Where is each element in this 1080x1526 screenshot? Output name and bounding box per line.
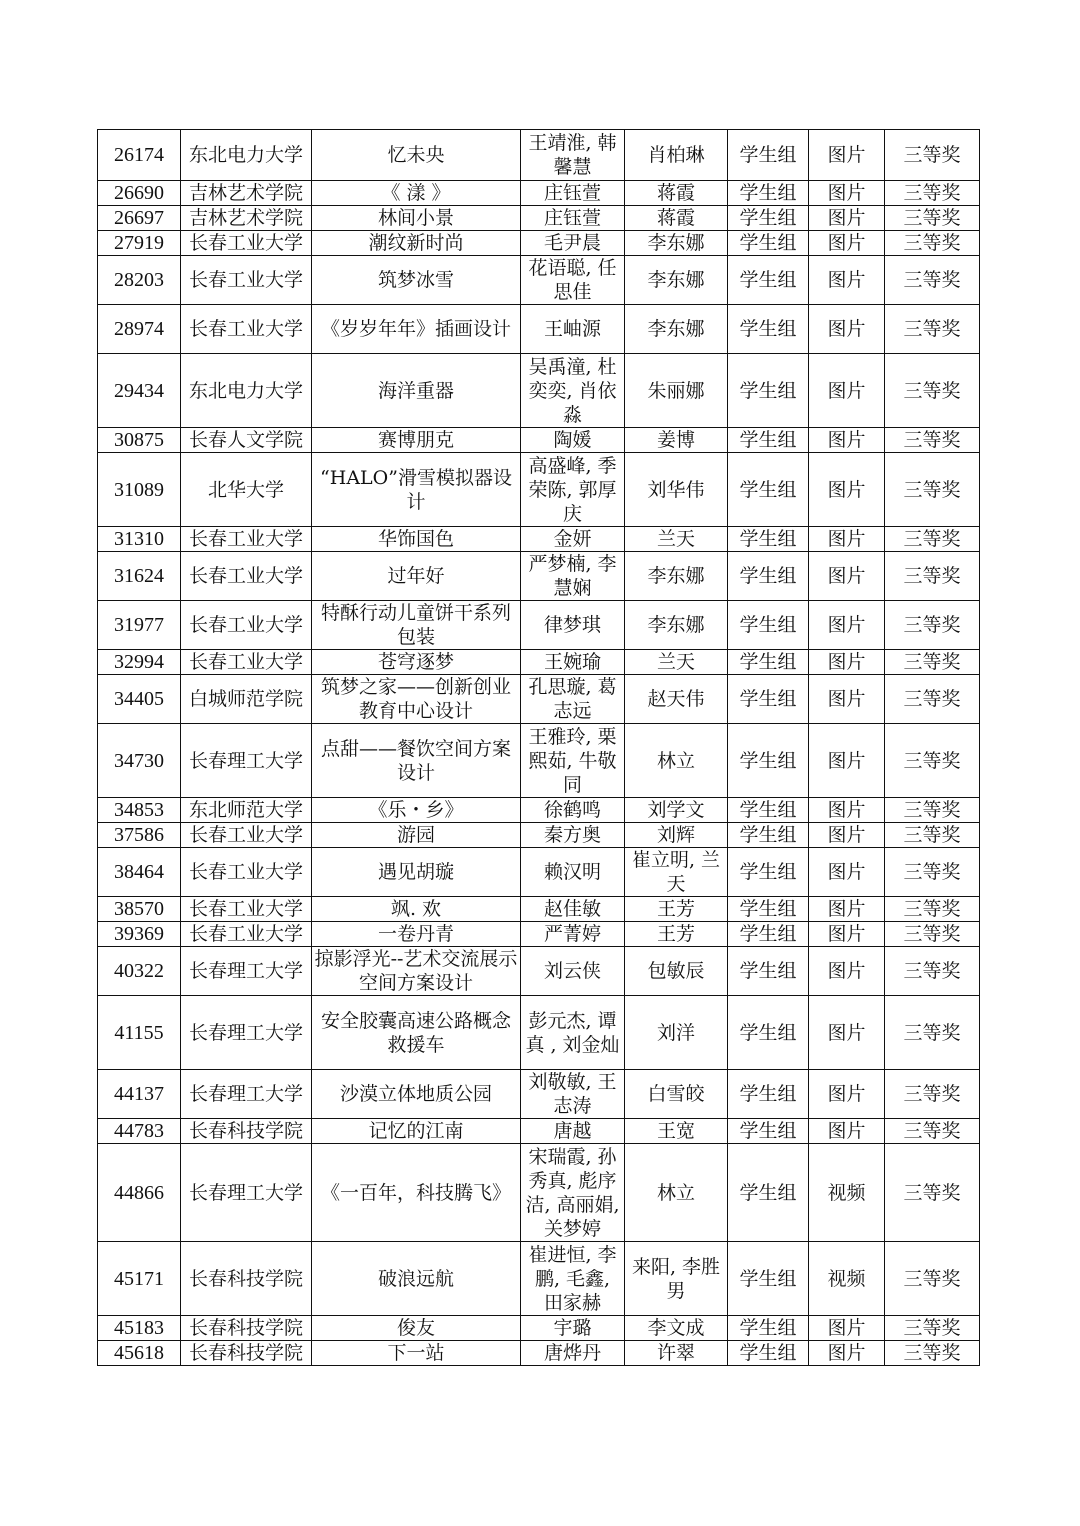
table-row <box>98 305 980 354</box>
table-row <box>98 601 980 650</box>
cell-award: 三等奖 <box>885 181 980 206</box>
cell-type: 图片 <box>809 1119 885 1144</box>
cell-authors: 刘云侠 <box>521 947 625 996</box>
cell-group: 学生组 <box>728 453 809 527</box>
cell-type: 图片 <box>809 724 885 798</box>
cell-school: 长春工业大学 <box>181 823 312 848</box>
cell-school: 长春工业大学 <box>181 650 312 675</box>
table-row <box>98 1144 980 1242</box>
cell-award: 三等奖 <box>885 601 980 650</box>
cell-id: 44783 <box>98 1119 181 1144</box>
cell-school: 长春科技学院 <box>181 1316 312 1341</box>
cell-group: 学生组 <box>728 1242 809 1316</box>
cell-authors: 严菁婷 <box>521 922 625 947</box>
cell-advisor: 兰天 <box>625 527 728 552</box>
cell-group: 学生组 <box>728 1070 809 1119</box>
cell-advisor: 王芳 <box>625 922 728 947</box>
cell-school: 长春工业大学 <box>181 231 312 256</box>
cell-group: 学生组 <box>728 1316 809 1341</box>
cell-work: 《乐・乡》 <box>312 798 521 823</box>
cell-work: 游园 <box>312 823 521 848</box>
cell-group: 学生组 <box>728 897 809 922</box>
cell-type: 图片 <box>809 130 885 181</box>
cell-work: 海洋重器 <box>312 354 521 428</box>
cell-advisor: 刘洋 <box>625 996 728 1070</box>
cell-authors: 刘敬敏, 王志涛 <box>521 1070 625 1119</box>
cell-type: 图片 <box>809 798 885 823</box>
cell-group: 学生组 <box>728 996 809 1070</box>
cell-work: 下一站 <box>312 1341 521 1366</box>
cell-work: 过年好 <box>312 552 521 601</box>
cell-authors: 王岫源 <box>521 305 625 354</box>
cell-type: 图片 <box>809 650 885 675</box>
cell-advisor: 王宽 <box>625 1119 728 1144</box>
cell-authors: 赵佳敏 <box>521 897 625 922</box>
cell-work: “HALO”滑雪模拟器设计 <box>312 453 521 527</box>
cell-advisor: 李文成 <box>625 1316 728 1341</box>
cell-id: 37586 <box>98 823 181 848</box>
cell-award: 三等奖 <box>885 1070 980 1119</box>
cell-group: 学生组 <box>728 601 809 650</box>
cell-id: 44866 <box>98 1144 181 1242</box>
cell-advisor: 白雪皎 <box>625 1070 728 1119</box>
cell-advisor: 李东娜 <box>625 256 728 305</box>
table-row <box>98 724 980 798</box>
table-row <box>98 675 980 724</box>
cell-award: 三等奖 <box>885 354 980 428</box>
cell-school: 长春理工大学 <box>181 1144 312 1242</box>
cell-work: 飒. 欢 <box>312 897 521 922</box>
cell-school: 吉林艺术学院 <box>181 206 312 231</box>
table-row <box>98 181 980 206</box>
cell-work: 俊友 <box>312 1316 521 1341</box>
cell-type: 图片 <box>809 1316 885 1341</box>
cell-school: 东北电力大学 <box>181 130 312 181</box>
cell-authors: 唐烨丹 <box>521 1341 625 1366</box>
cell-work: 遇见胡璇 <box>312 848 521 897</box>
cell-authors: 毛尹晨 <box>521 231 625 256</box>
cell-award: 三等奖 <box>885 1119 980 1144</box>
cell-work: 《一百年，科技腾飞》 <box>312 1144 521 1242</box>
cell-group: 学生组 <box>728 256 809 305</box>
cell-group: 学生组 <box>728 231 809 256</box>
cell-authors: 宇璐 <box>521 1316 625 1341</box>
cell-award: 三等奖 <box>885 453 980 527</box>
table-row <box>98 354 980 428</box>
cell-group: 学生组 <box>728 724 809 798</box>
cell-school: 东北师范大学 <box>181 798 312 823</box>
cell-type: 视频 <box>809 1242 885 1316</box>
table-row <box>98 947 980 996</box>
cell-type: 图片 <box>809 823 885 848</box>
cell-work: 记忆的江南 <box>312 1119 521 1144</box>
cell-advisor: 朱丽娜 <box>625 354 728 428</box>
cell-advisor: 崔立明, 兰天 <box>625 848 728 897</box>
table-row <box>98 1119 980 1144</box>
cell-authors: 孔思璇, 葛志远 <box>521 675 625 724</box>
cell-award: 三等奖 <box>885 848 980 897</box>
cell-school: 长春工业大学 <box>181 527 312 552</box>
cell-id: 26697 <box>98 206 181 231</box>
cell-award: 三等奖 <box>885 256 980 305</box>
cell-type: 图片 <box>809 453 885 527</box>
cell-type: 图片 <box>809 1341 885 1366</box>
cell-authors: 崔进恒, 李鹏, 毛鑫, 田家赫 <box>521 1242 625 1316</box>
cell-work: 华饰国色 <box>312 527 521 552</box>
cell-type: 图片 <box>809 601 885 650</box>
cell-id: 41155 <box>98 996 181 1070</box>
cell-work: 赛博朋克 <box>312 428 521 453</box>
cell-type: 图片 <box>809 1070 885 1119</box>
cell-award: 三等奖 <box>885 527 980 552</box>
cell-group: 学生组 <box>728 848 809 897</box>
cell-advisor: 刘华伟 <box>625 453 728 527</box>
table-row <box>98 650 980 675</box>
cell-award: 三等奖 <box>885 1316 980 1341</box>
cell-work: 筑梦冰雪 <box>312 256 521 305</box>
cell-work: 一卷丹青 <box>312 922 521 947</box>
cell-work: 《岁岁年年》插画设计 <box>312 305 521 354</box>
cell-type: 图片 <box>809 996 885 1070</box>
cell-award: 三等奖 <box>885 947 980 996</box>
cell-id: 39369 <box>98 922 181 947</box>
cell-id: 34853 <box>98 798 181 823</box>
cell-award: 三等奖 <box>885 305 980 354</box>
cell-id: 29434 <box>98 354 181 428</box>
cell-work: 破浪远航 <box>312 1242 521 1316</box>
cell-award: 三等奖 <box>885 1341 980 1366</box>
cell-school: 长春工业大学 <box>181 601 312 650</box>
cell-id: 34405 <box>98 675 181 724</box>
cell-type: 图片 <box>809 675 885 724</box>
cell-award: 三等奖 <box>885 798 980 823</box>
cell-work: 筑梦之家——创新创业教育中心设计 <box>312 675 521 724</box>
cell-advisor: 林立 <box>625 724 728 798</box>
cell-school: 长春理工大学 <box>181 996 312 1070</box>
cell-group: 学生组 <box>728 130 809 181</box>
cell-type: 图片 <box>809 354 885 428</box>
table-row <box>98 1070 980 1119</box>
awards-table <box>97 129 980 1366</box>
cell-id: 31089 <box>98 453 181 527</box>
cell-advisor: 刘学文 <box>625 798 728 823</box>
table-row <box>98 1316 980 1341</box>
cell-award: 三等奖 <box>885 428 980 453</box>
cell-advisor: 李东娜 <box>625 552 728 601</box>
cell-authors: 陶媛 <box>521 428 625 453</box>
cell-award: 三等奖 <box>885 231 980 256</box>
cell-advisor: 林立 <box>625 1144 728 1242</box>
cell-work: 林间小景 <box>312 206 521 231</box>
cell-type: 图片 <box>809 231 885 256</box>
cell-group: 学生组 <box>728 823 809 848</box>
cell-school: 北华大学 <box>181 453 312 527</box>
cell-type: 图片 <box>809 256 885 305</box>
cell-authors: 唐越 <box>521 1119 625 1144</box>
cell-award: 三等奖 <box>885 922 980 947</box>
cell-group: 学生组 <box>728 354 809 428</box>
cell-award: 三等奖 <box>885 1144 980 1242</box>
cell-id: 38570 <box>98 897 181 922</box>
cell-school: 白城师范学院 <box>181 675 312 724</box>
cell-group: 学生组 <box>728 798 809 823</box>
cell-type: 图片 <box>809 527 885 552</box>
cell-id: 31310 <box>98 527 181 552</box>
cell-advisor: 刘辉 <box>625 823 728 848</box>
table-row <box>98 996 980 1070</box>
cell-work: 安全胶囊高速公路概念救援车 <box>312 996 521 1070</box>
cell-id: 34730 <box>98 724 181 798</box>
cell-school: 吉林艺术学院 <box>181 181 312 206</box>
cell-authors: 律梦琪 <box>521 601 625 650</box>
cell-work: 点甜——餐饮空间方案设计 <box>312 724 521 798</box>
cell-advisor: 蒋霞 <box>625 206 728 231</box>
cell-type: 图片 <box>809 922 885 947</box>
cell-id: 27919 <box>98 231 181 256</box>
cell-award: 三等奖 <box>885 650 980 675</box>
cell-group: 学生组 <box>728 675 809 724</box>
cell-type: 图片 <box>809 897 885 922</box>
cell-authors: 王靖淮, 韩馨慧 <box>521 130 625 181</box>
cell-authors: 徐鹤鸣 <box>521 798 625 823</box>
cell-group: 学生组 <box>728 206 809 231</box>
cell-school: 长春理工大学 <box>181 947 312 996</box>
cell-school: 东北电力大学 <box>181 354 312 428</box>
cell-authors: 宋瑞霞, 孙秀真, 彪序洁, 高丽娟, 关梦婷 <box>521 1144 625 1242</box>
cell-authors: 秦方奥 <box>521 823 625 848</box>
table-row <box>98 897 980 922</box>
cell-id: 45171 <box>98 1242 181 1316</box>
cell-award: 三等奖 <box>885 724 980 798</box>
cell-advisor: 李东娜 <box>625 601 728 650</box>
cell-id: 44137 <box>98 1070 181 1119</box>
cell-authors: 吴禹潼, 杜奕奕, 肖依淼 <box>521 354 625 428</box>
table-row <box>98 428 980 453</box>
table-row <box>98 130 980 181</box>
cell-type: 图片 <box>809 428 885 453</box>
table-row <box>98 552 980 601</box>
cell-type: 图片 <box>809 947 885 996</box>
cell-work: 特酥行动儿童饼干系列包装 <box>312 601 521 650</box>
cell-school: 长春工业大学 <box>181 897 312 922</box>
cell-authors: 花语聪, 任思佳 <box>521 256 625 305</box>
cell-group: 学生组 <box>728 922 809 947</box>
cell-work: 掠影浮光--艺术交流展示空间方案设计 <box>312 947 521 996</box>
cell-school: 长春工业大学 <box>181 305 312 354</box>
cell-school: 长春科技学院 <box>181 1242 312 1316</box>
table-row <box>98 1341 980 1366</box>
cell-group: 学生组 <box>728 1119 809 1144</box>
cell-id: 45183 <box>98 1316 181 1341</box>
cell-award: 三等奖 <box>885 552 980 601</box>
cell-id: 28974 <box>98 305 181 354</box>
cell-advisor: 包敏辰 <box>625 947 728 996</box>
table-body <box>98 130 980 1366</box>
cell-school: 长春科技学院 <box>181 1119 312 1144</box>
cell-award: 三等奖 <box>885 823 980 848</box>
cell-school: 长春科技学院 <box>181 1341 312 1366</box>
cell-id: 31977 <box>98 601 181 650</box>
cell-work: 沙漠立体地质公园 <box>312 1070 521 1119</box>
cell-school: 长春工业大学 <box>181 922 312 947</box>
cell-work: 潮纹新时尚 <box>312 231 521 256</box>
cell-advisor: 李东娜 <box>625 231 728 256</box>
cell-type: 图片 <box>809 552 885 601</box>
cell-id: 30875 <box>98 428 181 453</box>
cell-authors: 庄钰萱 <box>521 206 625 231</box>
cell-advisor: 许翠 <box>625 1341 728 1366</box>
cell-school: 长春人文学院 <box>181 428 312 453</box>
cell-group: 学生组 <box>728 181 809 206</box>
cell-group: 学生组 <box>728 552 809 601</box>
cell-group: 学生组 <box>728 527 809 552</box>
cell-type: 图片 <box>809 305 885 354</box>
cell-group: 学生组 <box>728 650 809 675</box>
cell-award: 三等奖 <box>885 130 980 181</box>
cell-advisor: 蒋霞 <box>625 181 728 206</box>
cell-authors: 金妍 <box>521 527 625 552</box>
cell-award: 三等奖 <box>885 206 980 231</box>
cell-authors: 赖汉明 <box>521 848 625 897</box>
cell-id: 45618 <box>98 1341 181 1366</box>
cell-id: 26174 <box>98 130 181 181</box>
cell-group: 学生组 <box>728 1144 809 1242</box>
table-row <box>98 848 980 897</box>
cell-id: 40322 <box>98 947 181 996</box>
cell-id: 26690 <box>98 181 181 206</box>
cell-group: 学生组 <box>728 947 809 996</box>
cell-school: 长春工业大学 <box>181 256 312 305</box>
cell-advisor: 王芳 <box>625 897 728 922</box>
cell-authors: 彭元杰, 谭真 , 刘金灿 <box>521 996 625 1070</box>
cell-id: 38464 <box>98 848 181 897</box>
table-row <box>98 231 980 256</box>
cell-authors: 严梦楠, 李慧娴 <box>521 552 625 601</box>
cell-work: 《 漾 》 <box>312 181 521 206</box>
cell-school: 长春理工大学 <box>181 1070 312 1119</box>
table-row <box>98 798 980 823</box>
cell-award: 三等奖 <box>885 996 980 1070</box>
cell-group: 学生组 <box>728 305 809 354</box>
table-row <box>98 206 980 231</box>
cell-award: 三等奖 <box>885 1242 980 1316</box>
cell-group: 学生组 <box>728 428 809 453</box>
cell-type: 图片 <box>809 181 885 206</box>
cell-advisor: 赵天伟 <box>625 675 728 724</box>
cell-id: 28203 <box>98 256 181 305</box>
table-row <box>98 922 980 947</box>
cell-id: 32994 <box>98 650 181 675</box>
cell-school: 长春工业大学 <box>181 848 312 897</box>
cell-advisor: 李东娜 <box>625 305 728 354</box>
cell-school: 长春工业大学 <box>181 552 312 601</box>
cell-type: 图片 <box>809 848 885 897</box>
cell-advisor: 姜博 <box>625 428 728 453</box>
table-row <box>98 1242 980 1316</box>
cell-work: 忆未央 <box>312 130 521 181</box>
cell-type: 视频 <box>809 1144 885 1242</box>
cell-group: 学生组 <box>728 1341 809 1366</box>
cell-id: 31624 <box>98 552 181 601</box>
table-row <box>98 256 980 305</box>
table-row <box>98 527 980 552</box>
cell-type: 图片 <box>809 206 885 231</box>
table-row <box>98 823 980 848</box>
cell-work: 苍穹逐梦 <box>312 650 521 675</box>
cell-authors: 王雅玲, 栗熙茹, 牛敬同 <box>521 724 625 798</box>
cell-award: 三等奖 <box>885 897 980 922</box>
cell-advisor: 来阳, 李胜男 <box>625 1242 728 1316</box>
cell-advisor: 兰天 <box>625 650 728 675</box>
cell-school: 长春理工大学 <box>181 724 312 798</box>
cell-authors: 庄钰萱 <box>521 181 625 206</box>
cell-authors: 高盛峰, 季荣陈, 郭厚庆 <box>521 453 625 527</box>
cell-award: 三等奖 <box>885 675 980 724</box>
table-row <box>98 453 980 527</box>
cell-authors: 王婉瑜 <box>521 650 625 675</box>
cell-advisor: 肖柏琳 <box>625 130 728 181</box>
